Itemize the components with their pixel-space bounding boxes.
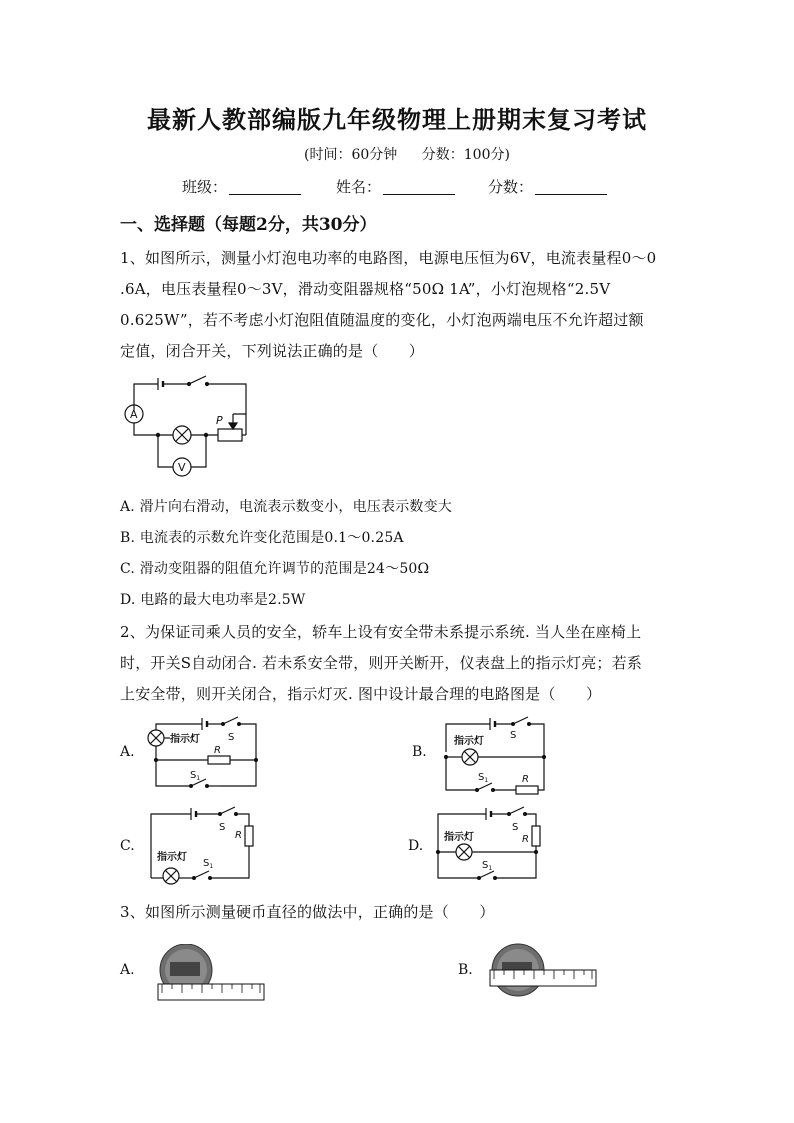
q2-option-b-label[interactable]: B. xyxy=(412,744,427,760)
q1-line: 0.625W”，若不考虑小灯泡阻值随温度的变化，小灯泡两端电压不允许超过额 xyxy=(120,311,644,329)
q2-circuit-c xyxy=(145,800,265,886)
q2-option-d-label[interactable]: D. xyxy=(408,838,424,854)
q1-line: 定值，闭合开关，下列说法正确的是（ ） xyxy=(120,342,425,360)
q2-line: 2、为保证司乘人员的安全，轿车上设有安全带未系提示系统. 当人坐在座椅上 xyxy=(120,623,642,641)
q3-option-b-label[interactable]: B. xyxy=(458,962,473,978)
q1-option-b[interactable]: B. 电流表的示数允许变化范围是0.1～0.25A xyxy=(120,530,404,546)
q2-line: 时，开关S自动闭合. 若未系安全带，则开关断开，仪表盘上的指示灯亮；若系 xyxy=(120,654,643,672)
page-title: 最新人教部编版九年级物理上册期末复习考试 xyxy=(147,105,647,134)
ammeter-label: A xyxy=(130,408,138,421)
q2-circuit-b xyxy=(440,712,550,798)
q1-option-d[interactable]: D. 电路的最大电功率是2.5W xyxy=(120,592,306,608)
q1-option-c[interactable]: C. 滑动变阻器的阻值允许调节的范围是24～50Ω xyxy=(120,561,430,577)
q2-line: 上安全带，则开关闭合，指示灯灭. 图中设计最合理的电路图是（ ） xyxy=(120,685,602,703)
q2-option-a-label[interactable]: A. xyxy=(120,744,135,760)
name-field xyxy=(336,176,455,197)
exam-time: (时间：60分钟 xyxy=(304,147,398,163)
q1-line: .6A，电压表量程0～3V，滑动变阻器规格“50Ω 1A”，小灯泡规格“2.5V xyxy=(120,280,611,298)
q3-coin-ruler-b xyxy=(484,942,600,1004)
switch-s-label-b: S xyxy=(510,730,517,741)
score-field xyxy=(488,176,607,197)
resistor-label-c: R xyxy=(235,830,242,841)
slider-label: P xyxy=(216,414,223,427)
question-2 xyxy=(120,617,690,710)
q3-coin-ruler-a xyxy=(152,944,268,1004)
q1-line: 1、如图所示，测量小灯泡电功率的电路图，电源电压恒为6V，电流表量程0～0 xyxy=(120,249,657,267)
lamp-label-b: 指示灯 xyxy=(454,736,484,747)
q1-circuit-figure xyxy=(118,372,258,482)
voltmeter-label: V xyxy=(178,461,186,474)
exam-score-total: 分数：100分) xyxy=(421,147,510,163)
question-3: 3、如图所示测量硬币直径的做法中，正确的是（ ） xyxy=(120,903,495,921)
switch-s1-label-d: $S_1$ xyxy=(482,860,493,872)
class-label: 班级： xyxy=(182,178,228,196)
lamp-label-a: 指示灯 xyxy=(170,734,200,745)
lamp-label-d: 指示灯 xyxy=(444,832,474,843)
class-field xyxy=(182,176,301,197)
q3-option-a-label[interactable]: A. xyxy=(120,962,135,978)
name-label: 姓名： xyxy=(336,178,382,196)
resistor-label-d: R xyxy=(522,834,529,845)
switch-s-label-c: S xyxy=(219,822,226,833)
section-heading: 一、选择题（每题2分，共30分） xyxy=(120,215,377,235)
q2-circuit-d xyxy=(432,800,547,886)
q1-options xyxy=(120,492,680,616)
name-blank[interactable] xyxy=(383,179,455,195)
score-label: 分数： xyxy=(488,178,534,196)
class-blank[interactable] xyxy=(229,179,301,195)
lamp-label-c: 指示灯 xyxy=(157,852,187,863)
score-blank[interactable] xyxy=(535,179,607,195)
q1-option-a[interactable]: A. 滑片向右滑动，电流表示数变小，电压表示数变大 xyxy=(120,499,453,515)
question-1 xyxy=(120,243,680,367)
switch-s1-label-c: $S_1$ xyxy=(203,858,214,870)
switch-s-label-a: S xyxy=(228,732,235,743)
q2-option-c-label[interactable]: C. xyxy=(120,838,135,854)
switch-s1-label-b: $S_1$ xyxy=(478,772,489,784)
switch-s1-label-a: $S_1$ xyxy=(190,770,201,782)
q2-circuit-a xyxy=(140,712,265,792)
switch-s-label-d: S xyxy=(512,822,519,833)
resistor-label-b: R xyxy=(522,774,529,785)
resistor-label-a: R xyxy=(214,745,221,756)
exam-meta xyxy=(0,144,794,164)
